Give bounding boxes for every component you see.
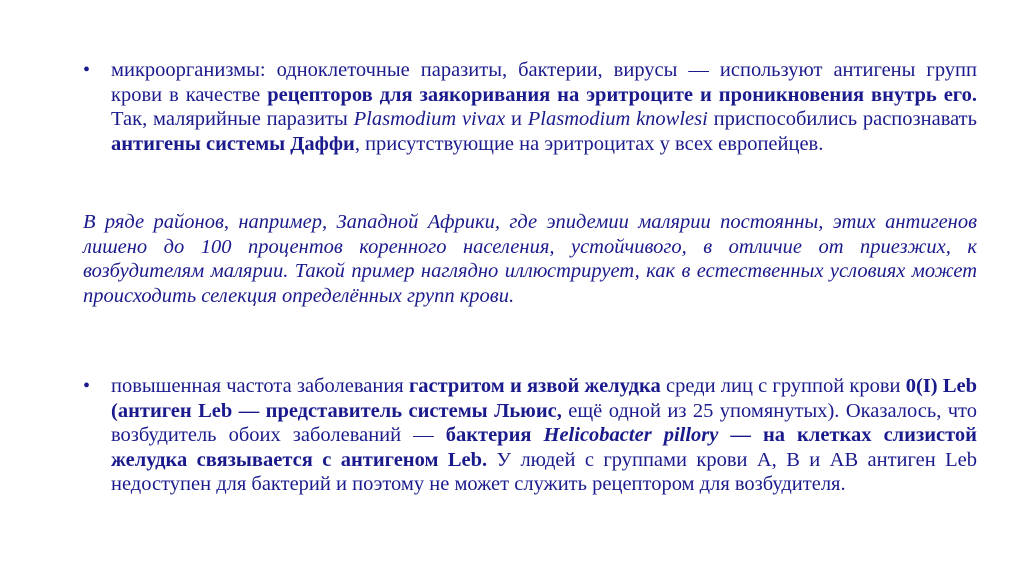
bullet-marker: • (83, 375, 91, 397)
text-segment-italic: Plasmodium knowlesi (527, 108, 708, 130)
text-segment: приспособились распознавать (707, 108, 977, 130)
text-segment-bold: 0(I) Leb (антиген Leb — представитель системы Льюис, (111, 375, 977, 422)
text-segment: ещё одной из 25 упомянутых). Оказалось, что возбудитель обоих заболеваний — (111, 399, 977, 446)
text-segment-bold-italic: Helicobacter pillory (543, 424, 719, 446)
bullet-gastritis (83, 374, 977, 497)
text-segment: , присутствующие на эритроцитах у всех европейцев. (354, 132, 824, 155)
bullet-microorganisms-text (111, 58, 977, 156)
bullet-gastritis-text (111, 374, 977, 497)
italic-paragraph-africa: В ряде районов, например, Западной Африки, где эпидемии малярии постоянны, этих антигенов лишено до 100 процентов коренного населения, устойчивого, в отличие от приезжих, к возбудителям малярии. Такой пример наглядно иллюстрирует, как в естественных условиях может происходить селекция определённых групп крови. (83, 211, 977, 307)
bullet-microorganisms (83, 58, 977, 156)
text-segment: микроорганизмы: одноклеточные паразиты, бактерии, вирусы — используют антигены групп крови в качестве (111, 59, 977, 106)
text-segment-bold: антигены системы Даффи (111, 132, 355, 155)
text-segment: повышенная частота заболевания (111, 375, 409, 397)
text-segment: среди лиц с группой крови (660, 375, 906, 397)
text-segment-bold: — на клетках слизистой желудка связывается с антигеном Leb. (111, 424, 977, 471)
text-segment: У людей с группами крови А, В и АВ антиген Leb недоступен для бактерий и поэтому не может служить рецептором для возбудителя. (111, 448, 977, 495)
text-segment: и (505, 108, 528, 130)
text-segment: Так, малярийные паразиты (111, 108, 354, 130)
text-segment-bold: гастритом и язвой желудка (408, 375, 661, 397)
bullet-marker: • (83, 59, 91, 81)
text-segment-bold: рецепторов для заякоривания на эритроците и проникновения внутрь его. (267, 83, 977, 106)
text-segment-italic: Plasmodium vivax (353, 108, 506, 130)
text-segment-bold: бактерия (445, 424, 544, 446)
